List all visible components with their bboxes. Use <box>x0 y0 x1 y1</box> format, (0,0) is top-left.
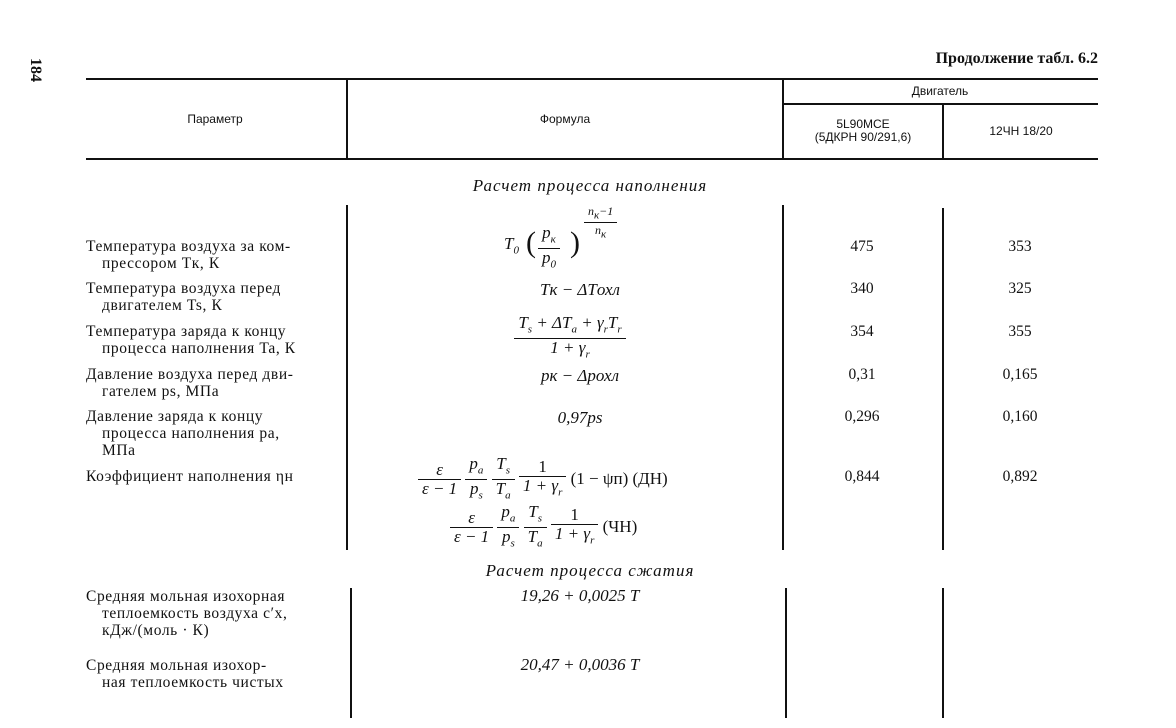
param-compressor-air-temp: Температура воздуха за ком- прессором Tк, К <box>86 238 291 272</box>
header-bottom-rule <box>86 158 1098 160</box>
body-divider-1b <box>350 588 352 718</box>
formula-volumetric-efficiency-chn: $\frac{\varepsilon}{\varepsilon - 1}$ $\frac{p_a}{p_s}$ $\frac{T_s}{T_a}$ $\frac{1}{1 + \gamma_r}$ (ЧН) <box>450 503 710 553</box>
formula-clean-gas-heat-capacity: 20,47 + 0,0036 T <box>520 655 640 674</box>
header-parameter: Параметр <box>187 112 243 126</box>
header-engine: Двигатель <box>911 84 969 98</box>
param-volumetric-efficiency: Коэффициент наполнения ηн <box>86 468 294 485</box>
value-12chn-row4: 0,165 <box>1002 366 1038 383</box>
formula-compressor-temp: $T_0$ ( $p_к$ $p_0$ ) $n_к-1$ $n_к$ <box>500 204 660 264</box>
formula-volumetric-efficiency-dn: $\frac{\varepsilon}{\varepsilon - 1}$ $\frac{p_a}{p_s}$ $\frac{T_s}{T_a}$ $\frac{1}{1 + \gamma_r}$ (1 − ψп) (ДН) <box>418 455 738 505</box>
body-divider-2b <box>785 588 787 718</box>
table-continuation-title: Продолжение табл. 6.2 <box>935 50 1098 67</box>
section-title-filling: Расчет процесса наполнения <box>472 176 708 195</box>
page-number: 184 <box>27 58 44 82</box>
engine-header-rule <box>782 103 1098 105</box>
formula-charge-temp: $\frac{T_s + \Delta T_a + \gamma_rT_r}{1 + \gamma_r}$ <box>470 314 670 364</box>
section-title-compression: Расчет процесса сжатия <box>485 561 695 580</box>
formula-air-heat-capacity: 19,26 + 0,0025 T <box>520 586 640 605</box>
value-5l90mce-row3: 354 <box>850 323 874 340</box>
table-top-rule <box>86 78 1098 80</box>
header-engine-12chn: 12ЧН 18/20 <box>989 124 1053 138</box>
param-air-temp-before-engine: Температура воздуха перед двигателем Ts, К <box>86 280 282 314</box>
value-12chn-row1: 353 <box>1008 238 1032 255</box>
param-air-pressure-before-engine: Давление воздуха перед дви- гателем ps, МПа <box>86 366 294 400</box>
param-charge-temp-end-filling: Температура заряда к концу процесса наполнения Ta, К <box>86 323 296 357</box>
value-12chn-row5: 0,160 <box>1002 408 1038 425</box>
value-5l90mce-row6: 0,844 <box>844 468 880 485</box>
formula-charge-pressure: 0,97ps <box>557 408 603 427</box>
header-divider-2 <box>782 80 784 158</box>
param-clean-gas-heat-capacity: Средняя мольная изохор- ная теплоемкость чистых <box>86 657 284 691</box>
body-divider-3a <box>942 208 944 550</box>
header-divider-3 <box>942 104 944 158</box>
value-12chn-row3: 355 <box>1008 323 1032 340</box>
value-5l90mce-row2: 340 <box>850 280 874 297</box>
value-5l90mce-row4: 0,31 <box>848 366 876 383</box>
formula-air-temp-before-engine: Tк − ΔTохл <box>540 280 620 299</box>
param-charge-pressure-end-filling: Давление заряда к концу процесса наполнения pa, МПа <box>86 408 280 459</box>
value-5l90mce-row5: 0,296 <box>844 408 880 425</box>
body-divider-2a <box>782 205 784 550</box>
body-divider-3b <box>942 588 944 718</box>
header-formula: Формула <box>539 112 591 126</box>
header-engine-5l90mce: 5L90MCE (5ДКРН 90/291,6) <box>814 117 912 144</box>
formula-air-pressure: pк − Δpохл <box>540 366 620 385</box>
value-5l90mce-row1: 475 <box>850 238 874 255</box>
value-12chn-row6: 0,892 <box>1002 468 1038 485</box>
param-air-heat-capacity: Средняя мольная изохорная теплоемкость воздуха c′x, кДж/(моль · К) <box>86 588 288 639</box>
body-divider-1a <box>346 205 348 550</box>
value-12chn-row2: 325 <box>1008 280 1032 297</box>
header-divider-1 <box>346 80 348 158</box>
